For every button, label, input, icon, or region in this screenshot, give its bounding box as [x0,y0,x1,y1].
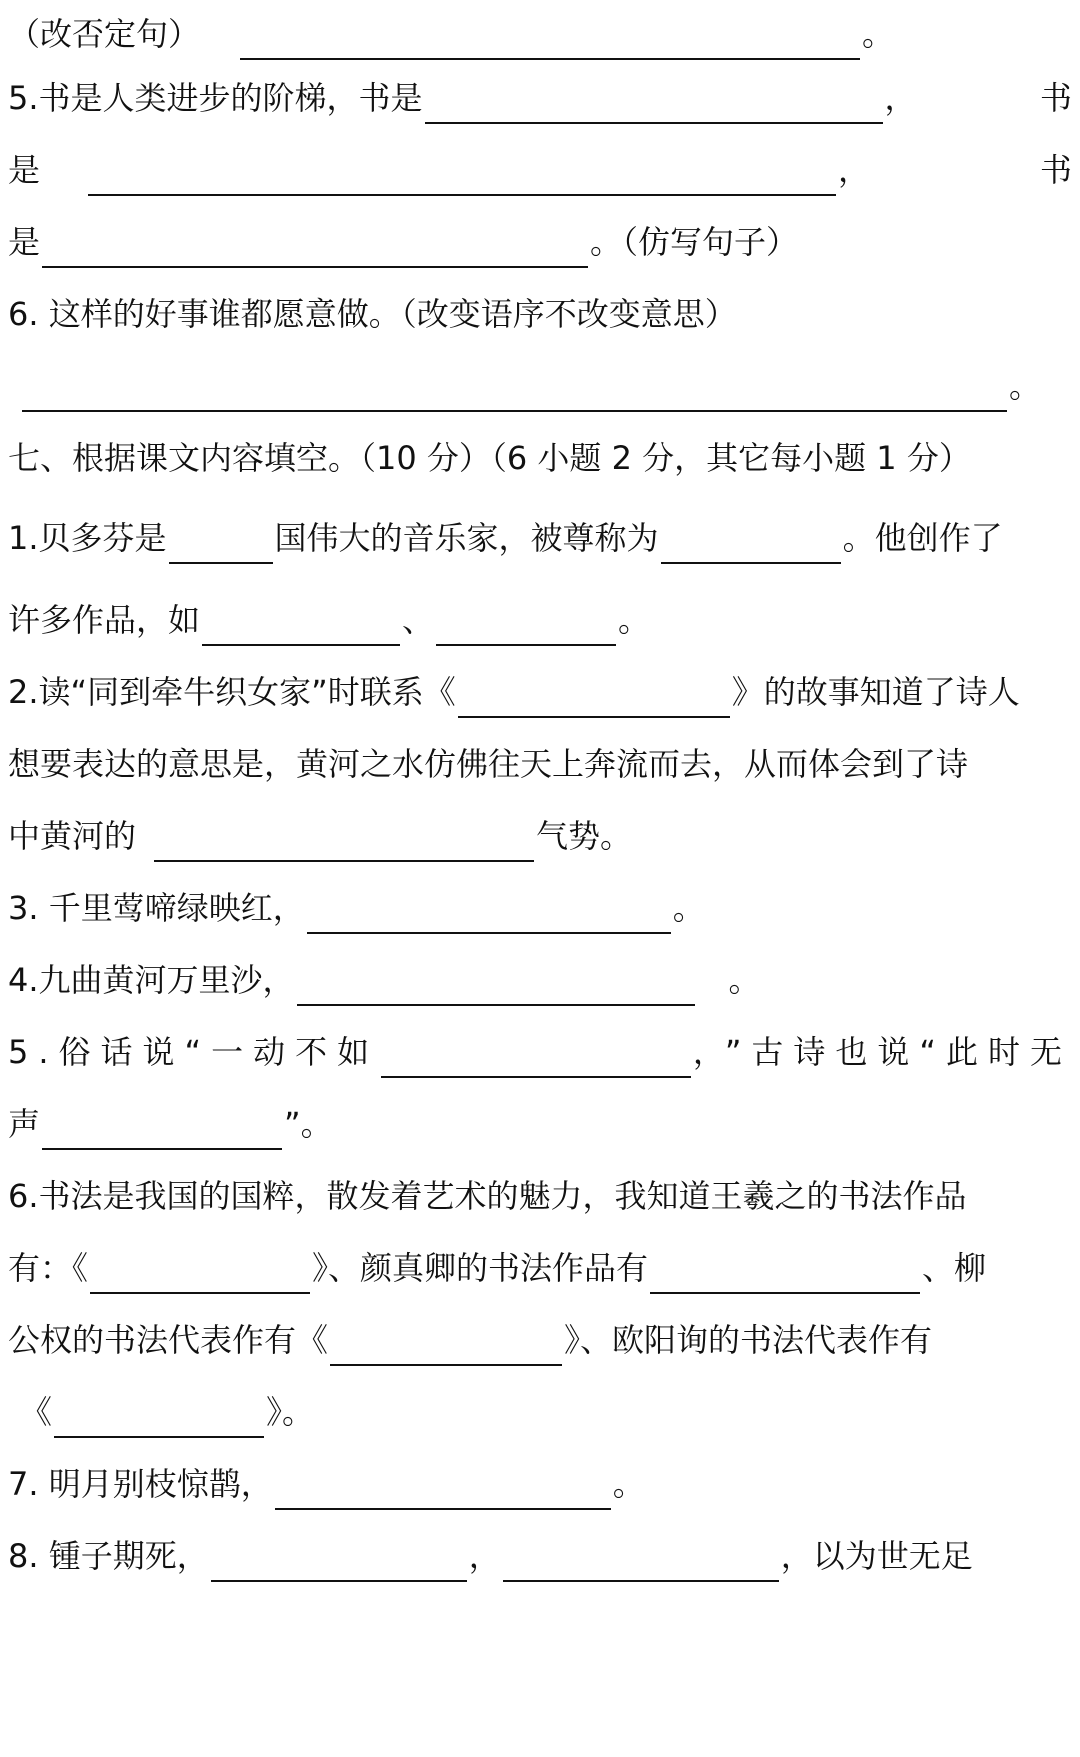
s2-line-1 [8,658,1072,718]
answer-blank[interactable] [202,602,400,646]
s2-line-3 [8,802,1072,862]
question-text: ”古诗也说“此时无 [724,1033,1072,1071]
q6-line-2 [8,352,1072,412]
q5-line-1 [8,64,1072,124]
s8-line [8,1522,1072,1582]
punctuation: ， [468,1537,501,1575]
answer-blank[interactable] [22,368,1007,412]
question-text: 5.俗话说“一动不如 [8,1033,380,1071]
answer-blank[interactable] [240,16,860,60]
s5-line-2 [8,1090,1072,1150]
q5-line-3 [8,208,1072,268]
answer-blank[interactable] [297,962,695,1006]
answer-blank[interactable] [90,1250,310,1294]
answer-blank[interactable] [88,152,836,196]
question-text: 4.九曲黄河万里沙， [8,961,295,999]
punctuation: 、 [402,601,435,639]
punctuation: ”。 [284,1105,333,1143]
question-text: 。他创作了 [842,519,1003,557]
question-text: 《 [20,1393,53,1431]
question-text: 3. 千里莺啼绿映红， [8,889,305,927]
answer-blank[interactable] [503,1538,779,1582]
question-text: 2.读“同到牵牛织女家”时联系《 [8,673,456,711]
s1-line-2 [8,586,1072,646]
answer-blank[interactable] [42,224,588,268]
q6-line-1 [8,280,1072,340]
question-text: 》、颜真卿的书法作品有 [312,1249,649,1287]
question-text: 公权的书法代表作有《 [8,1321,329,1359]
line-negation [8,0,1072,60]
answer-blank[interactable] [169,520,273,564]
answer-blank[interactable] [330,1322,562,1366]
answer-blank[interactable] [307,890,671,934]
punctuation: ， [838,151,871,189]
question-text: 声 [8,1105,41,1143]
question-text: 国伟大的音乐家，被尊称为 [274,519,659,557]
question-text: 想要表达的意思是，黄河之水仿佛往天上奔流而去，从而体会到了诗 [8,745,969,783]
answer-blank[interactable] [211,1538,467,1582]
s4-line [8,946,1072,1006]
s7-line [8,1450,1072,1510]
answer-blank[interactable] [154,818,534,862]
answer-blank[interactable] [458,674,730,718]
punctuation: 。 [612,1465,645,1503]
question-text: 、柳 [922,1249,987,1287]
question-text: 》。 [266,1393,315,1431]
s5-line-1 [8,1018,1072,1078]
question-text: 1.贝多芬是 [8,519,167,557]
question-text: 气势。 [536,817,633,855]
question-text: 6. 这样的好事谁都愿意做。（改变语序不改变意思） [8,295,737,333]
answer-blank[interactable] [275,1466,611,1510]
answer-blank[interactable] [381,1034,691,1078]
s6-line-3 [8,1306,1072,1366]
instruction-text: （改否定句） [8,15,201,53]
s6-line-1 [8,1162,1072,1222]
punctuation: 。 [672,889,705,927]
answer-blank[interactable] [54,1394,264,1438]
q5-line-2 [8,136,1072,196]
s1-line-1 [8,504,1072,564]
question-text: ，以为世无足 [780,1537,973,1575]
punctuation: 。 [618,601,651,639]
question-text: 》的故事知道了诗人 [731,673,1020,711]
answer-blank[interactable] [436,602,616,646]
answer-blank[interactable] [661,520,841,564]
punctuation: ， [884,79,917,117]
question-text: 许多作品，如 [8,601,201,639]
question-text: 8. 锺子期死， [8,1537,209,1575]
question-text: 。（仿写句子） [590,223,799,261]
question-text: 书 [1039,79,1072,117]
s6-line-4 [8,1378,1072,1438]
section-title [8,424,1072,484]
question-text: 中黄河的 [8,817,137,855]
question-text: 7. 明月别枝惊鹊， [8,1465,273,1503]
punctuation: ， [692,1033,725,1071]
answer-blank[interactable] [42,1106,282,1150]
question-text: 5.书是人类进步的阶梯，书是 [8,79,423,117]
s3-line [8,874,1072,934]
punctuation: 。 [728,961,761,999]
section-heading: 七、根据课文内容填空。（10 分）（6 小题 2 分，其它每小题 1 分） [8,439,971,477]
question-text: 书 [1039,151,1072,189]
question-text: 6.书法是我国的国粹，散发着艺术的魅力，我知道王羲之的书法作品 [8,1177,967,1215]
punctuation: 。 [862,15,895,53]
question-text: 》、欧阳询的书法代表作有 [564,1321,933,1359]
answer-blank[interactable] [650,1250,920,1294]
question-text: 是 [8,151,41,189]
question-text: 是 [8,223,41,261]
answer-blank[interactable] [425,80,883,124]
question-text: 有：《 [8,1249,89,1287]
s6-line-2 [8,1234,1072,1294]
s2-line-2 [8,730,1072,790]
punctuation: 。 [1009,367,1042,405]
